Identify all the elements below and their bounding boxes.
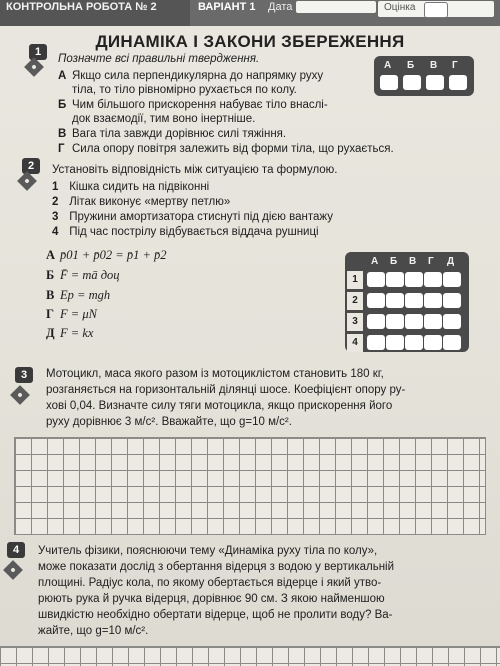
q2-situation-number: 1 <box>52 181 59 193</box>
q2-grid-row-label: 2 <box>347 292 363 310</box>
diamond-marker-icon <box>3 560 23 580</box>
q2-answer-cell[interactable] <box>443 272 461 287</box>
q1-answer-cell[interactable] <box>380 75 398 90</box>
date-field[interactable] <box>296 1 376 13</box>
q1-option-d <box>58 142 394 157</box>
q2-formula-letter: Б <box>46 268 55 282</box>
q1-grid-header: А <box>384 60 392 71</box>
work-label: КОНТРОЛЬНА РОБОТА № 2 <box>0 0 190 26</box>
q1-option-letter: Г <box>58 143 65 155</box>
q1-option-text: Чим більшого прискорення набуває тіло внаслі- <box>72 99 328 111</box>
q2-situation-text: Під час пострілу відбувається віддача рушниці <box>69 226 319 238</box>
q3-line: руху дорівнює 3 м/с². Вважайте, що g=10 м/с². <box>46 416 292 428</box>
q1-option-letter: А <box>58 70 67 82</box>
q4-line: Учитель фізики, пояснюючи тему «Динаміка руху тіла по колу», <box>38 545 378 557</box>
q2-situation <box>52 225 319 240</box>
q1-answer-grid <box>374 56 474 96</box>
question-1-number: 1 <box>29 44 47 60</box>
question-4-number: 4 <box>7 542 25 558</box>
q2-answer-cell[interactable] <box>443 314 461 329</box>
q4-line: рюють рука й ручка відерця, дорівнює 90 см. З якою найменшою <box>38 593 385 605</box>
diamond-marker-icon <box>17 171 37 191</box>
grade-label: Оцінка <box>384 2 416 13</box>
q1-answer-cell[interactable] <box>449 75 467 90</box>
q2-answer-cell[interactable] <box>405 314 423 329</box>
q1-option-b-cont: док взаємодії, тим воно інертніше. <box>72 113 256 125</box>
q3-line: Мотоцикл, маса якого разом із мотоциклістом становить 180 кг, <box>46 368 384 380</box>
q2-answer-cell[interactable] <box>386 335 404 350</box>
q2-formula-text: p̄01 + p̄02 = p̄1 + p̄2 <box>60 248 167 262</box>
q2-grid-header: Г <box>428 256 434 267</box>
q2-formula <box>46 248 167 263</box>
question-3-number: 3 <box>15 367 33 383</box>
q2-grid-header: А <box>371 256 379 267</box>
q4-line: площині. Радіус кола, по якому обертається відерце і який утво- <box>38 577 382 589</box>
q2-answer-cell[interactable] <box>424 335 442 350</box>
q2-situation-text: Літак виконує «мертву петлю» <box>69 196 231 208</box>
q2-answer-grid <box>345 252 469 352</box>
q1-option-text: Сила опору повітря залежить від форми тіла, що рухається. <box>72 143 394 155</box>
q2-grid-row-label: 1 <box>347 271 363 289</box>
q2-formula-text: F̄ = mā доц <box>60 268 120 282</box>
q2-formula-letter: В <box>46 288 55 302</box>
grade-box[interactable] <box>424 2 448 18</box>
q2-formula <box>46 307 97 322</box>
q2-answer-cell[interactable] <box>367 293 385 308</box>
header-bar <box>0 0 500 26</box>
q2-situation-text: Кішка сидить на підвіконні <box>69 181 210 193</box>
q3-line: хові 0,04. Визначте силу тяги мотоцикла, якщо прискорення його <box>46 400 393 412</box>
diamond-marker-icon <box>10 385 30 405</box>
q1-option-text: Якщо сила перпендикулярна до напрямку руху <box>72 70 324 82</box>
q2-grid-header: Б <box>390 256 398 267</box>
q2-grid-header: Д <box>447 256 455 267</box>
q2-formula <box>46 288 110 303</box>
q2-situation-text: Пружини амортизатора стиснуті під дією вантажу <box>69 211 333 223</box>
q2-answer-cell[interactable] <box>367 335 385 350</box>
q2-formula-text: F = μN <box>60 307 97 321</box>
q2-answer-cell[interactable] <box>386 293 404 308</box>
q1-option-a-cont: тіла, то тіло рівномірно рухається по колу. <box>72 84 297 96</box>
q2-answer-cell[interactable] <box>367 272 385 287</box>
q2-answer-cell[interactable] <box>424 272 442 287</box>
q2-answer-cell[interactable] <box>405 272 423 287</box>
q2-situation-number: 3 <box>52 211 59 223</box>
q2-grid-row-label: 3 <box>347 313 363 331</box>
q1-option-text: Вага тіла завжди дорівнює силі тяжіння. <box>72 128 287 140</box>
q2-answer-cell[interactable] <box>424 314 442 329</box>
q2-formula <box>46 326 93 341</box>
page-title: ДИНАМІКА І ЗАКОНИ ЗБЕРЕЖЕННЯ <box>95 32 405 51</box>
q1-grid-header: В <box>430 60 438 71</box>
q1-option-a <box>58 69 323 84</box>
q2-formula <box>46 268 120 283</box>
q2-answer-cell[interactable] <box>386 272 404 287</box>
q2-situation-number: 2 <box>52 196 59 208</box>
q2-grid-row-label: 4 <box>347 334 363 352</box>
q2-formula-letter: Д <box>46 326 55 340</box>
q2-prompt: Установіть відповідність між ситуацією та формулою. <box>52 164 338 176</box>
question-2-number: 2 <box>22 158 40 174</box>
q1-grid-header: Б <box>407 60 415 71</box>
q4-line: жайте, що g=10 м/с². <box>38 625 149 637</box>
q2-formula-text: F = kx <box>60 326 94 340</box>
q1-prompt: Позначте всі правильні твердження. <box>58 53 260 65</box>
q2-formula-text: Ep = mgh <box>60 288 111 302</box>
q2-situation <box>52 180 209 195</box>
q4-line: швидкістю необхідно обертати відерце, щоб не пролити воду? Ва- <box>38 609 393 621</box>
q1-option-b <box>58 98 328 113</box>
q2-grid-header: В <box>409 256 417 267</box>
variant-label: ВАРІАНТ 1 <box>198 1 256 13</box>
q2-answer-cell[interactable] <box>405 335 423 350</box>
answer-writing-grid[interactable] <box>14 437 486 535</box>
q2-answer-cell[interactable] <box>386 314 404 329</box>
q2-answer-cell[interactable] <box>443 293 461 308</box>
q1-option-letter: В <box>58 128 67 140</box>
q1-answer-cell[interactable] <box>403 75 421 90</box>
q2-answer-cell[interactable] <box>443 335 461 350</box>
q2-situation <box>52 195 230 210</box>
q2-situation <box>52 210 333 225</box>
answer-writing-grid-bottom[interactable] <box>0 646 500 666</box>
q2-formula-letter: Г <box>46 307 54 321</box>
q2-situation-number: 4 <box>52 226 59 238</box>
q2-answer-cell[interactable] <box>367 314 385 329</box>
q3-line: розганяється на горизонтальній ділянці шосе. Коефіцієнт опору ру- <box>46 384 406 396</box>
diamond-marker-icon <box>24 57 44 77</box>
q1-option-letter: Б <box>58 99 67 111</box>
q4-line: може показати дослід з обертання відерця з водою у вертикальній <box>38 561 395 573</box>
q1-option-c <box>58 127 286 142</box>
q2-answer-cell[interactable] <box>424 293 442 308</box>
q1-answer-cell[interactable] <box>426 75 444 90</box>
q2-formula-letter: А <box>46 248 56 262</box>
date-label: Дата <box>268 1 293 13</box>
q2-answer-cell[interactable] <box>405 293 423 308</box>
q1-grid-header: Г <box>452 60 458 71</box>
